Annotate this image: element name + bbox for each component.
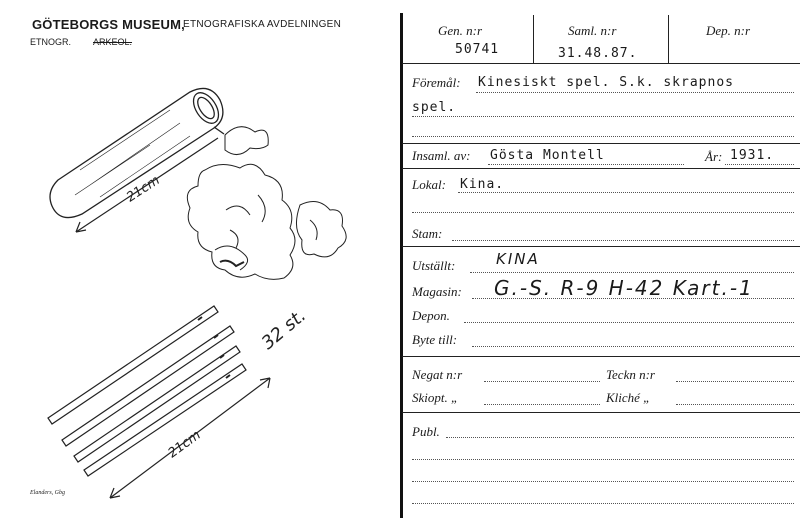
tube-length-note: 21cm xyxy=(124,172,163,206)
dept-etnogr: ETNOGR. xyxy=(30,37,72,47)
foremal-dots-1 xyxy=(476,92,794,93)
kliche-label: Kliché „ xyxy=(606,390,651,405)
publ-dots-1 xyxy=(446,437,794,438)
gen-label: Gen. n:r xyxy=(438,23,483,38)
skiopt-label: Skiopt. „ xyxy=(412,390,459,405)
saml-value: 31.48.87. xyxy=(558,46,638,61)
sticks-length-note: 21cm xyxy=(165,427,204,462)
byte-label: Byte till: xyxy=(412,332,458,347)
rule-2 xyxy=(402,143,800,144)
negat-label: Negat n:r xyxy=(412,367,463,382)
rule-3 xyxy=(402,168,800,169)
skiopt-dots xyxy=(484,404,600,405)
ar-label: År: xyxy=(705,149,723,164)
publ-dots-3 xyxy=(412,481,794,482)
foremal-value-line1: Kinesiskt spel. S.k. skrapnos xyxy=(478,75,734,90)
museum-name: GÖTEBORGS MUSEUM, xyxy=(32,17,185,32)
foremal-label: Föremål: xyxy=(412,75,461,90)
ar-dots xyxy=(725,164,794,165)
material-sketch xyxy=(187,127,346,280)
publ-label: Publ. xyxy=(412,424,440,439)
saml-label: Saml. n:r xyxy=(568,23,617,38)
lokal-dots-1 xyxy=(458,192,794,193)
foremal-dots-3 xyxy=(412,136,794,137)
insaml-label: Insaml. av: xyxy=(412,148,471,163)
kliche-dots xyxy=(676,404,794,405)
col-sep-1 xyxy=(533,15,534,63)
top-rule xyxy=(402,63,800,64)
negat-dots xyxy=(484,381,600,382)
lokal-dots-2 xyxy=(412,212,794,213)
foremal-dots-2 xyxy=(412,116,794,117)
department-name: ETNOGRAFISKA AVDELNINGEN xyxy=(183,19,342,30)
byte-dots xyxy=(472,346,794,347)
utstallt-value: KINA xyxy=(496,250,540,268)
rule-5 xyxy=(402,356,800,357)
magasin-dots xyxy=(472,298,794,299)
dept-arkeol: ARKEOL. xyxy=(93,37,133,47)
insaml-dots xyxy=(488,164,684,165)
stam-dots xyxy=(452,240,794,241)
magasin-label: Magasin: xyxy=(412,284,462,299)
lokal-label: Lokal: xyxy=(412,177,446,192)
dep-label: Dep. n:r xyxy=(706,23,751,38)
utstallt-dots xyxy=(470,272,794,273)
sticks-sketch xyxy=(48,306,246,476)
printer-mark: Elanders, Gbg xyxy=(30,490,65,496)
utstallt-label: Utställt: xyxy=(412,258,456,273)
insaml-value: Gösta Montell xyxy=(490,148,605,163)
count-note: 32 st. xyxy=(257,305,311,354)
teckn-dots xyxy=(676,381,794,382)
publ-dots-4 xyxy=(412,503,794,504)
rule-4 xyxy=(402,246,800,247)
magasin-value: G.-S. R-9 H-42 Kart.-1 xyxy=(494,276,754,300)
publ-dots-2 xyxy=(412,459,794,460)
gen-value: 50741 xyxy=(455,42,500,57)
ar-value: 1931. xyxy=(730,148,775,163)
foremal-value-line2: spel. xyxy=(412,100,457,115)
rule-6 xyxy=(402,412,800,413)
lokal-value: Kina. xyxy=(460,177,505,192)
teckn-label: Teckn n:r xyxy=(606,367,655,382)
col-sep-2 xyxy=(668,15,669,63)
depon-label: Depon. xyxy=(412,308,450,323)
depon-dots xyxy=(464,322,794,323)
card-divider xyxy=(400,13,403,518)
stam-label: Stam: xyxy=(412,226,443,241)
